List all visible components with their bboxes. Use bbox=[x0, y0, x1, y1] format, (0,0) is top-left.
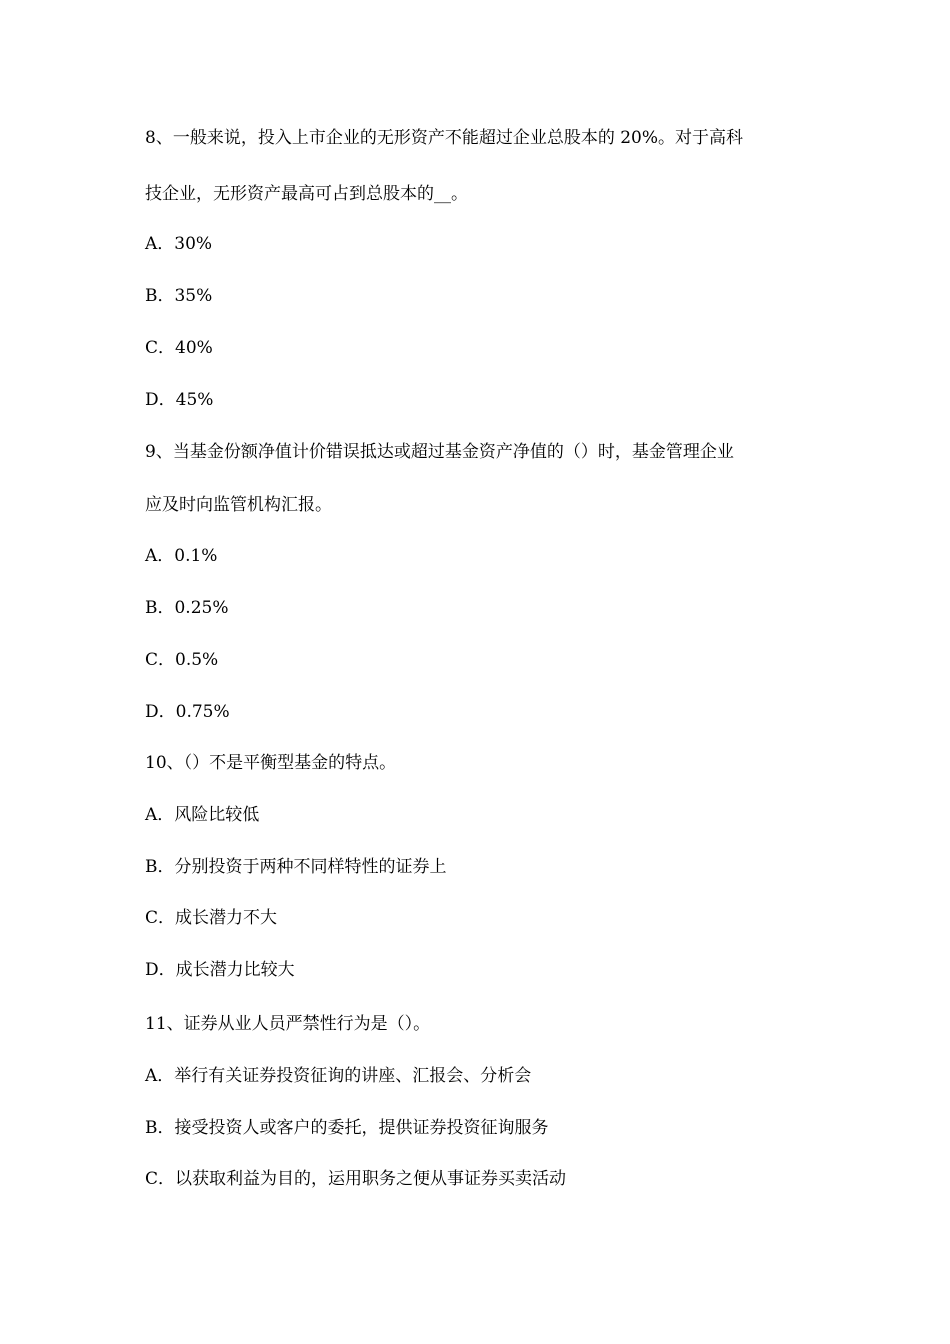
question-8-stem-line-2: 技企业，无形资产最高可占到总股本的__。 bbox=[145, 184, 468, 204]
question-8-stem-line-1: 8、一般来说，投入上市企业的无形资产不能超过企业总股本的 20%。对于高科 bbox=[145, 128, 744, 148]
question-8-option-b: B．35% bbox=[145, 286, 213, 306]
question-10-stem-line-1: 10、（）不是平衡型基金的特点。 bbox=[145, 753, 397, 773]
question-11-option-a: A．举行有关证券投资征询的讲座、汇报会、分析会 bbox=[145, 1066, 532, 1086]
question-9-option-c: C．0.5% bbox=[145, 650, 219, 670]
question-9-option-d: D．0.75% bbox=[145, 702, 230, 722]
question-11-stem-line-1: 11、证券从业人员严禁性行为是（）。 bbox=[145, 1014, 431, 1034]
question-10-option-b: B．分别投资于两种不同样特性的证券上 bbox=[145, 857, 447, 877]
question-9-stem-line-1: 9、当基金份额净值计价错误抵达或超过基金资产净值的（）时，基金管理企业 bbox=[145, 442, 734, 462]
question-9-stem-line-2: 应及时向监管机构汇报。 bbox=[145, 495, 332, 515]
question-10-option-a: A．风险比较低 bbox=[145, 805, 260, 825]
question-8-option-a: A．30% bbox=[145, 234, 213, 254]
question-9-option-a: A．0.1% bbox=[145, 546, 218, 566]
question-8-option-c: C．40% bbox=[145, 338, 213, 358]
question-10-option-c: C．成长潜力不大 bbox=[145, 908, 278, 928]
question-8-option-d: D．45% bbox=[145, 390, 214, 410]
question-11-option-c: C．以获取利益为目的，运用职务之便从事证券买卖活动 bbox=[145, 1169, 567, 1189]
question-10-option-d: D．成长潜力比较大 bbox=[145, 960, 295, 980]
question-11-option-b: B．接受投资人或客户的委托，提供证券投资征询服务 bbox=[145, 1118, 549, 1138]
question-9-option-b: B．0.25% bbox=[145, 598, 229, 618]
